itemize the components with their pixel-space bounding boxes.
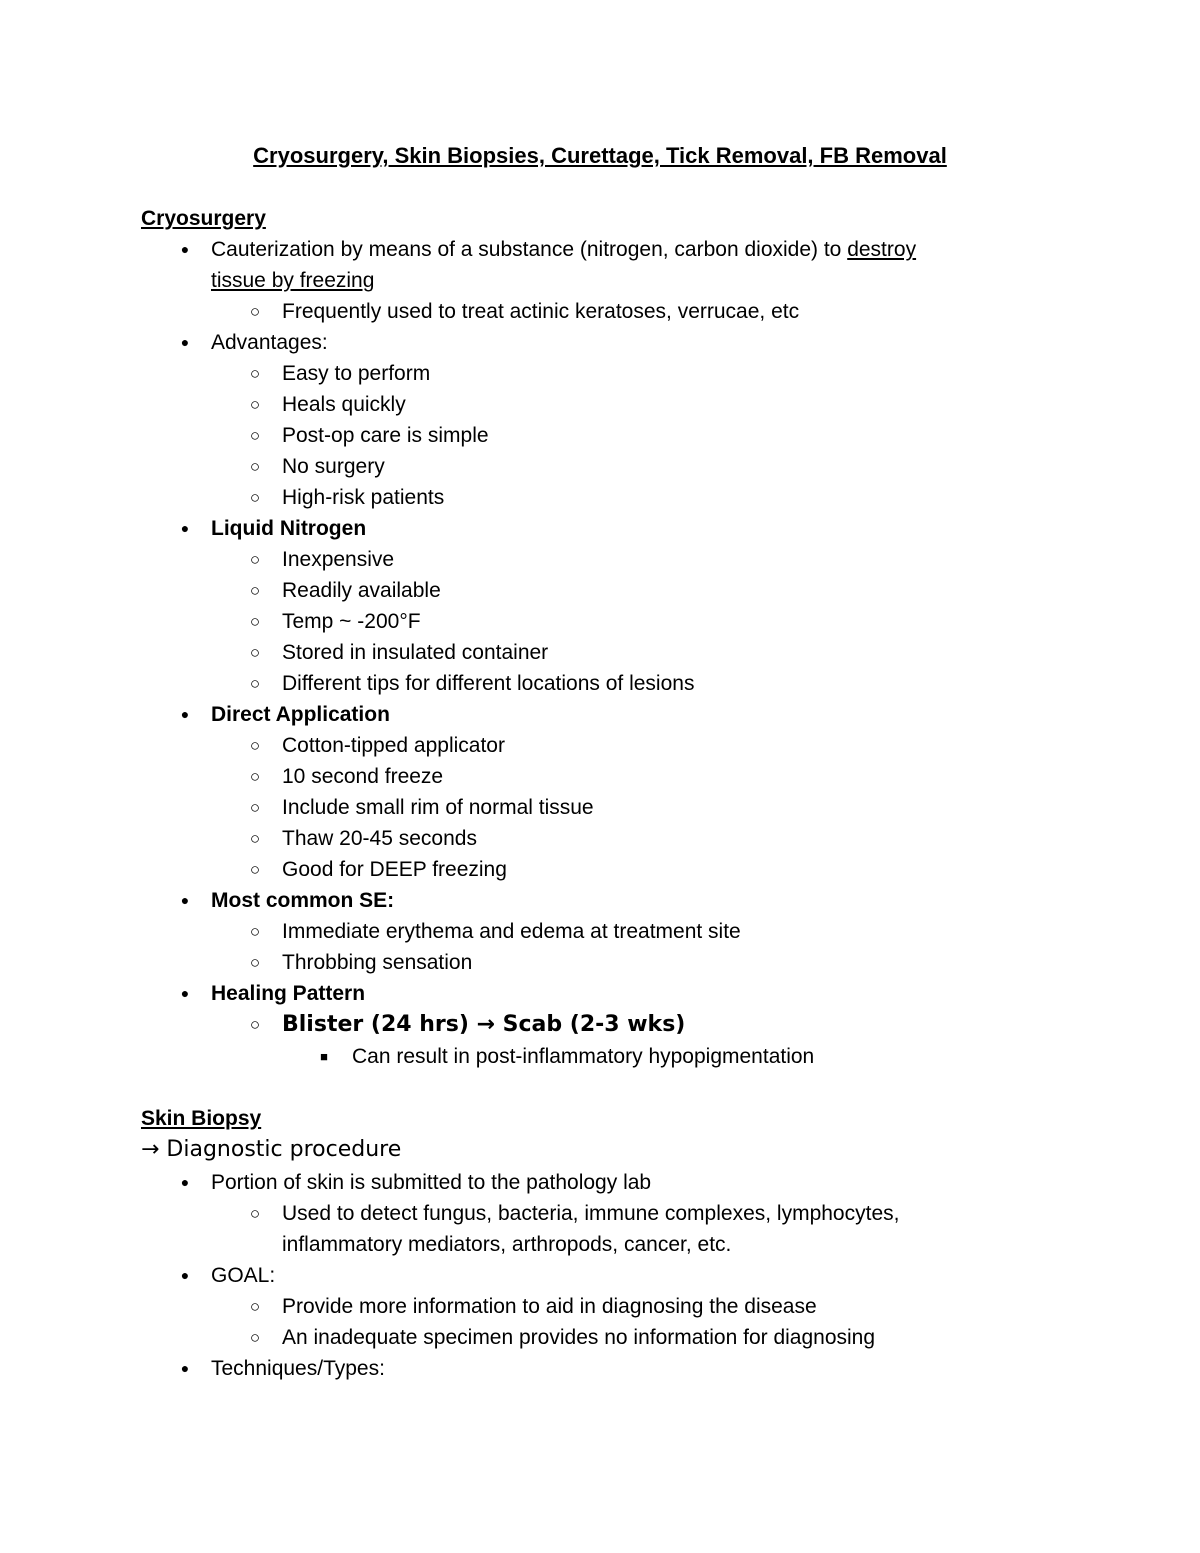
section-heading-cryosurgery: Cryosurgery [141, 207, 266, 230]
list-item-goal: GOAL: [211, 1264, 276, 1287]
bullet-disc-icon: ● [180, 1174, 190, 1190]
bullet-disc-icon: ● [180, 892, 190, 908]
bullet-disc-icon: ● [180, 985, 190, 1001]
list-subitem: No surgery [282, 455, 385, 478]
bullet-disc-icon: ● [180, 1267, 190, 1283]
list-subitem: High-risk patients [282, 486, 445, 509]
diagnostic-procedure-heading: → Diagnostic procedure [141, 1137, 402, 1162]
bullet-circle-icon: ○ [249, 488, 261, 507]
list-item-liquid-nitrogen: Liquid Nitrogen [211, 517, 367, 540]
list-item-techniques: Techniques/Types: [211, 1357, 385, 1380]
list-subitem: Thaw 20-45 seconds [282, 827, 477, 850]
cauterization-text: Cauterization by means of a substance (nitrogen, carbon dioxide) to [211, 238, 848, 261]
list-item-cauterization [211, 234, 916, 265]
bullet-circle-icon: ○ [249, 550, 261, 569]
document-title: Cryosurgery, Skin Biopsies, Curettage, Tick Removal, FB Removal [253, 143, 947, 168]
bullet-circle-icon: ○ [249, 302, 261, 321]
bullet-circle-icon: ○ [249, 643, 261, 662]
bullet-circle-icon: ○ [249, 612, 261, 631]
list-subitem: Used to detect fungus, bacteria, immune complexes, lymphocytes, [282, 1202, 900, 1225]
list-item-cauterization-continued: tissue by freezing [211, 269, 375, 292]
bullet-circle-icon: ○ [249, 1297, 261, 1316]
list-subitem: Heals quickly [282, 393, 406, 416]
list-subitem-continued: inflammatory mediators, arthropods, cancer, etc. [282, 1233, 732, 1256]
list-item-direct-application: Direct Application [211, 703, 390, 726]
list-subitem: Stored in insulated container [282, 641, 549, 664]
list-subitem: Immediate erythema and edema at treatment site [282, 920, 741, 943]
bullet-circle-icon: ○ [249, 674, 261, 693]
bullet-circle-icon: ○ [249, 581, 261, 600]
list-subitem: Easy to perform [282, 362, 431, 385]
list-subsubitem: Can result in post-inflammatory hypopigmentation [352, 1045, 815, 1068]
bullet-circle-icon: ○ [249, 1328, 261, 1347]
bullet-circle-icon: ○ [249, 364, 261, 383]
list-subitem: 10 second freeze [282, 765, 444, 788]
section-heading-skin-biopsy: Skin Biopsy [141, 1107, 262, 1130]
bullet-circle-icon: ○ [249, 953, 261, 972]
list-subitem: Different tips for different locations of lesions [282, 672, 695, 695]
list-item-portion-of-skin: Portion of skin is submitted to the pathology lab [211, 1171, 652, 1194]
bullet-circle-icon: ○ [249, 860, 261, 879]
bullet-circle-icon: ○ [249, 457, 261, 476]
bullet-circle-icon: ○ [249, 798, 261, 817]
bullet-circle-icon: ○ [249, 426, 261, 445]
list-subitem: Cotton-tipped applicator [282, 734, 505, 757]
bullet-circle-icon: ○ [249, 829, 261, 848]
list-subitem: Frequently used to treat actinic keratoses, verrucae, etc [282, 300, 800, 323]
list-item-advantages: Advantages: [211, 331, 328, 354]
bullet-circle-icon: ○ [249, 736, 261, 755]
list-subitem: An inadequate specimen provides no information for diagnosing [282, 1326, 876, 1349]
list-subitem: Inexpensive [282, 548, 395, 571]
list-subitem: Include small rim of normal tissue [282, 796, 594, 819]
list-subitem: Post-op care is simple [282, 424, 489, 447]
bullet-circle-icon: ○ [249, 922, 261, 941]
cauterization-underlined-text: destroy [847, 238, 917, 261]
bullet-circle-icon: ○ [249, 767, 261, 786]
list-subitem-healing-sequence: Blister (24 hrs) → Scab (2-3 wks) [282, 1012, 686, 1037]
list-item-most-common-se: Most common SE: [211, 889, 395, 912]
bullet-square-icon: ■ [320, 1049, 328, 1064]
list-subitem: Temp ~ -200°F [282, 610, 421, 633]
bullet-disc-icon: ● [180, 1360, 190, 1376]
list-subitem: Good for DEEP freezing [282, 858, 507, 881]
bullet-disc-icon: ● [180, 520, 190, 536]
bullet-disc-icon: ● [180, 241, 190, 257]
bullet-disc-icon: ● [180, 334, 190, 350]
bullet-disc-icon: ● [180, 706, 190, 722]
bullet-circle-icon: ○ [249, 395, 261, 414]
list-item-healing-pattern: Healing Pattern [211, 982, 366, 1005]
list-subitem: Provide more information to aid in diagnosing the disease [282, 1295, 817, 1318]
bullet-circle-icon: ○ [249, 1015, 261, 1034]
list-subitem: Throbbing sensation [282, 951, 473, 974]
list-subitem: Readily available [282, 579, 441, 602]
bullet-circle-icon: ○ [249, 1204, 261, 1223]
